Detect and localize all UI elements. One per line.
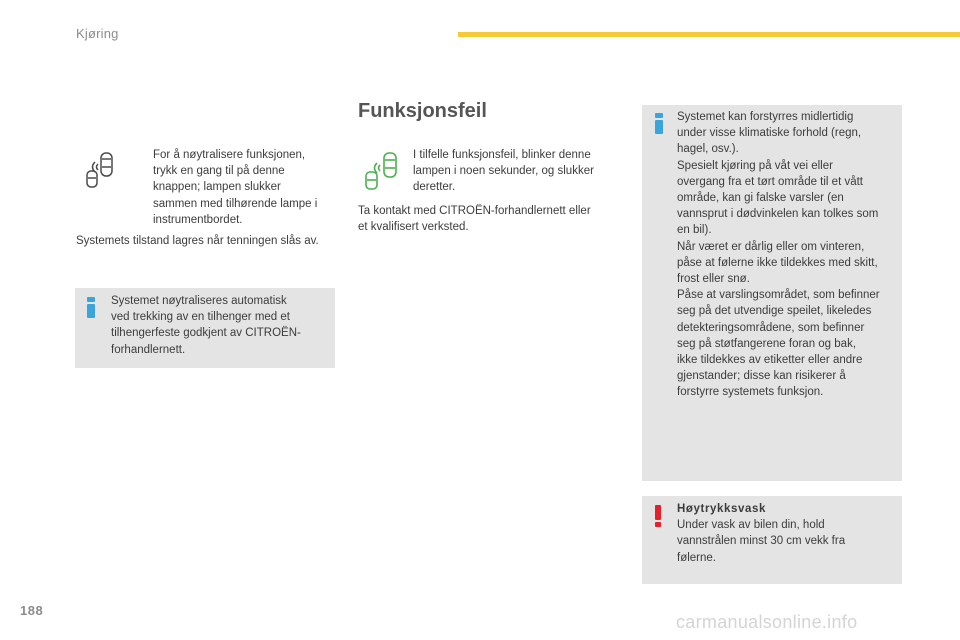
info-text: Systemet nøytraliseres automatisk ved trekking av en tilhenger med et tilhengerfeste godkjent av CITROËN- forhandlernett. [111, 295, 301, 356]
climate-text: Systemet kan forstyrres midlertidig under visse klimatiske forhold (regn, hagel, osv.). Spesielt kjøring på våt vei eller overgang fra et tørt område til et vått område, kan gi falske varsler (en vannsprut i dødvinkelen kan tolkes som en bil). Når været er dårlig eller om vinteren, påse at følerne ikke tildekkes med skitt, frost eller snø. Påse at varslingsområdet, som befinner seg på det utvendige speilet, likeledes detekteringsområdene, som befinner seg på støtfangerene foran og bak, ikke tildekkes av etiketter eller andre gjenstander; disse kan risikerer å forstyrre systemets funksjon. [677, 111, 880, 399]
blind-spot-sensor-icon [84, 150, 118, 190]
contact-text: Ta kontakt med CITROËN-forhandlernett eller et kvalifisert verksted. [358, 205, 591, 234]
fault-text: I tilfelle funksjonsfeil, blinker denne lampen i noen sekunder, og slukker deretter. [413, 149, 594, 194]
state-note: Systemets tilstand lagres når tenningen slås av. [76, 235, 319, 247]
header-accent-bar [458, 32, 960, 37]
warning-box-pressure-wash [642, 496, 902, 584]
section-title: Kjøring [76, 26, 119, 41]
section-heading: Funksjonsfeil [358, 100, 487, 122]
wash-title: Høytrykksvask [677, 503, 766, 515]
info-box-climate [642, 105, 902, 481]
info-box-neutralisation [75, 288, 335, 368]
blind-spot-sensor-icon [362, 150, 402, 192]
wash-text: Høytrykksvask Under vask av bilen din, hold vannstrålen minst 30 cm vekk fra følerne. [677, 503, 846, 564]
instruction-text: For å nøytralisere funksjonen, trykk en gang til på denne knappen; lampen slukker sammen med tilhørende lampe i instrumentbordet. [153, 149, 318, 226]
watermark: carmanualsonline.info [676, 612, 858, 632]
page-number: 188 [20, 603, 44, 618]
